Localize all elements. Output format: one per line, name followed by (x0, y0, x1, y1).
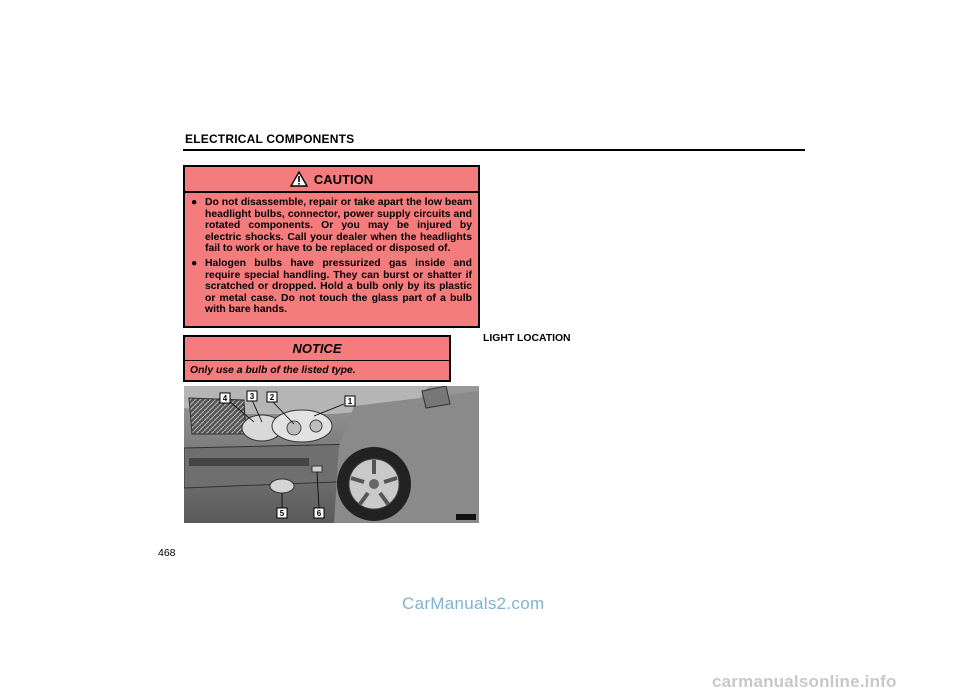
headlight-figure (184, 386, 479, 523)
caution-item-text: Halogen bulbs have pressurized gas inside and require special handling. They can burst or shatter if scratched or dropped. Hold a bulb only by its plastic or metal case. Do not touch the glass part of a bulb with bare hands. (205, 257, 472, 316)
callout-4 (220, 393, 230, 403)
header-rule (183, 149, 805, 151)
callout-1 (345, 396, 355, 406)
callout-4-label: 4 (222, 394, 228, 403)
watermark-carmanuals2[interactable]: CarManuals2.com (402, 594, 545, 613)
watermark-carmanualsonline: carmanualsonline.info (712, 672, 897, 691)
notice-box (183, 335, 451, 382)
caution-box (183, 165, 480, 328)
caution-item-text: Do not disassemble, repair or take apart the low beam headlight bulbs, connector, power supply circuits and rotated components. Or you may be injured by electric shocks. Call your dealer when the headlights fail to work or have to be replaced or disposed of. (205, 197, 472, 255)
caution-list (185, 193, 478, 316)
caution-item (191, 258, 472, 316)
callout-1-label: 1 (347, 397, 353, 406)
caution-item (191, 197, 472, 255)
callout-5-label: 5 (279, 509, 285, 518)
callout-5 (277, 508, 287, 518)
section-title: ELECTRICAL COMPONENTS (185, 132, 355, 146)
callout-3 (247, 391, 257, 401)
bullet: ● (191, 197, 198, 208)
bullet: ● (191, 257, 198, 269)
page-number: 468 (158, 547, 176, 559)
notice-title: NOTICE (185, 337, 449, 361)
callout-2-label: 2 (269, 393, 275, 402)
light-location-label: LIGHT LOCATION (483, 333, 571, 344)
callout-6-label: 6 (316, 509, 322, 518)
callout-3-label: 3 (249, 392, 255, 401)
caution-title: CAUTION (313, 171, 374, 187)
figure-code-mark (456, 514, 476, 520)
warning-triangle-icon (290, 171, 308, 187)
notice-text: Only use a bulb of the listed type. (190, 365, 356, 376)
callout-2 (267, 392, 277, 402)
callout-6 (314, 508, 324, 518)
caution-header (185, 167, 478, 193)
